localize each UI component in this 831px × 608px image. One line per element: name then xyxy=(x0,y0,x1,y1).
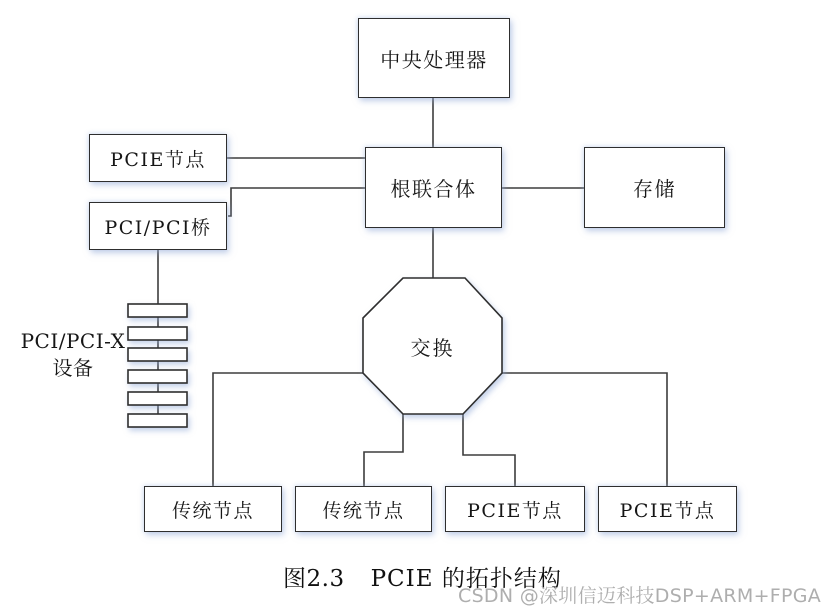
node-storage: 存储 xyxy=(584,147,725,228)
edge-switch-legacy1 xyxy=(213,373,363,486)
node-cpu: 中央处理器 xyxy=(358,18,510,98)
node-root-complex: 根联合体 xyxy=(365,147,502,228)
pci-devices-label-line2: 设备 xyxy=(52,356,94,380)
edge-switch-pcie2 xyxy=(502,373,667,486)
pci-device-bar xyxy=(128,348,187,361)
pci-devices-label xyxy=(14,328,132,382)
pci-device-bar xyxy=(128,327,187,340)
node-pcie-node-bottom-2: PCIE节点 xyxy=(598,486,737,532)
node-legacy-node-1: 传统节点 xyxy=(144,486,282,532)
edge-switch-legacy2 xyxy=(364,414,403,486)
edge-root-bridge xyxy=(228,188,365,216)
node-pcie-node-left: PCIE节点 xyxy=(89,134,227,182)
pci-device-bar xyxy=(128,370,187,383)
switch-octagon xyxy=(363,278,502,414)
node-legacy-node-2: 传统节点 xyxy=(295,486,432,532)
node-pcie-node-bottom-1: PCIE节点 xyxy=(445,486,585,532)
pci-devices-label-line1: PCI/PCI-X xyxy=(20,329,126,353)
switch-label: 交换 xyxy=(410,335,455,360)
pci-device-bar xyxy=(128,414,187,427)
pci-device-bar xyxy=(128,304,187,317)
watermark-text: CSDN @深圳信迈科技DSP+ARM+FPGA xyxy=(458,585,822,607)
edge-switch-pcie1 xyxy=(463,414,515,486)
figure-caption-number: 图2.3 xyxy=(283,566,345,592)
pci-device-bar xyxy=(128,392,187,405)
node-pci-bridge: PCI/PCI桥 xyxy=(89,202,227,250)
figure-caption-title: PCIE 的拓扑结构 xyxy=(370,566,562,592)
